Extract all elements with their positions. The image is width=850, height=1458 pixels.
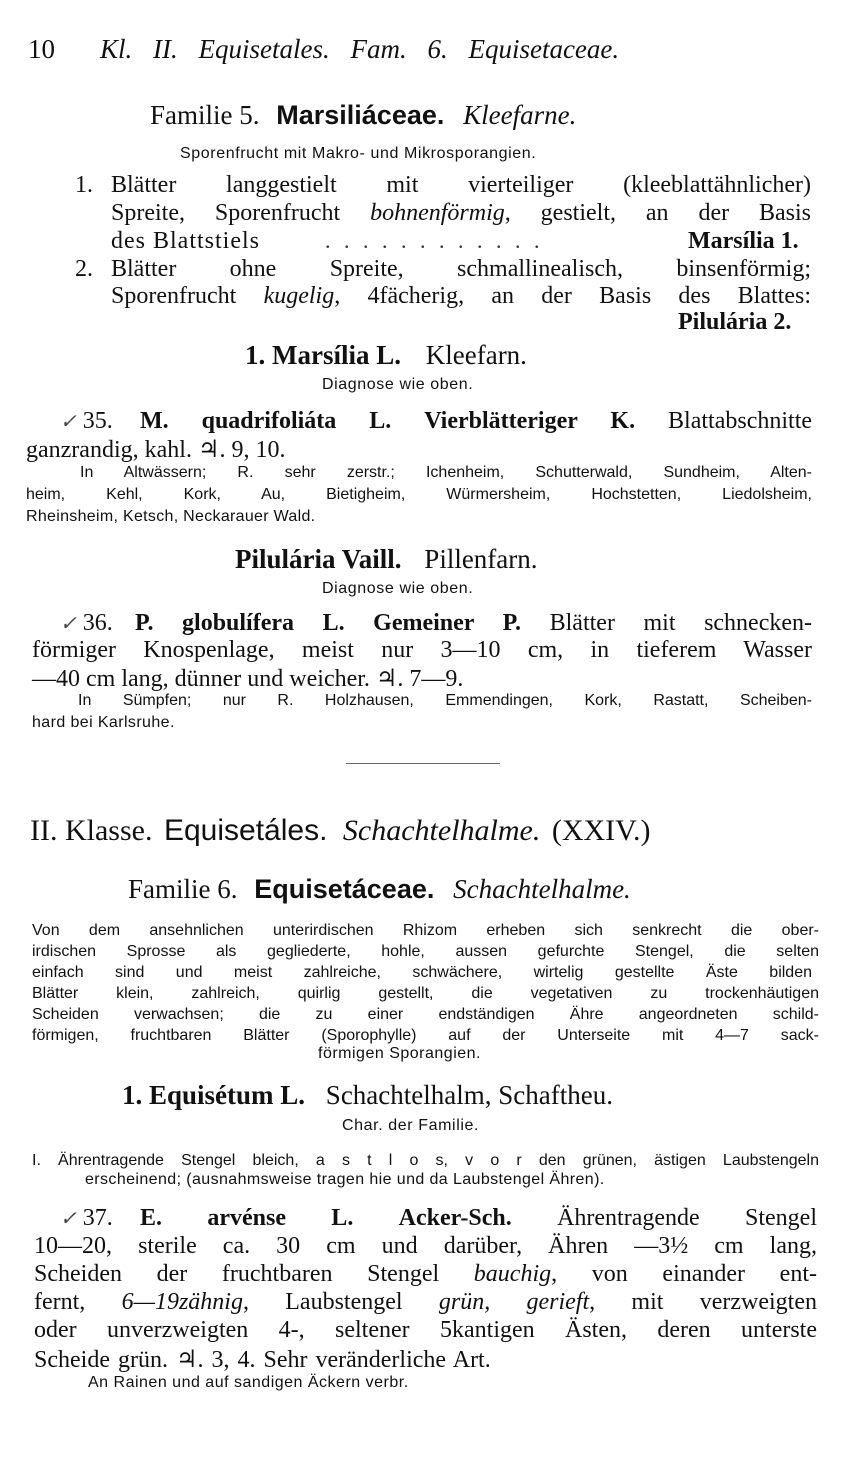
locality-line: hard bei Karlsruhe. <box>32 714 175 731</box>
species-emphasis: bauchig <box>473 1261 552 1287</box>
species-emphasis: 6—19zähnig <box>121 1289 243 1315</box>
key-text: Sporenfrucht <box>111 283 264 309</box>
species-desc: , von einander ent- <box>551 1261 817 1287</box>
species-desc: Ährentragende Stengel <box>557 1205 817 1231</box>
genus-name: Pilulária Vaill. <box>235 544 402 574</box>
species-number: 36. <box>82 610 113 636</box>
genus-common: Schachtelhalm, Schaftheu. <box>325 1080 613 1110</box>
key-line: Blätter ohne Spreite, schmallinealisch, binsenförmig; <box>111 256 811 282</box>
family6-common: Schachtelhalme. <box>453 874 631 904</box>
species-desc: Blattabschnitte <box>668 408 813 434</box>
key-line: erscheinend; (ausnahmsweise tragen hie und da Laubstengel Ähren). <box>85 1171 605 1188</box>
genus-name: 1. Marsília L. <box>245 340 401 370</box>
species-common: Acker-Sch. <box>398 1205 512 1231</box>
key-result: Marsília 1. <box>688 228 799 254</box>
key-leader-dots: . . . . . . . . . . . . <box>325 228 544 253</box>
class-heading <box>30 814 650 848</box>
family-desc-line: Von dem ansehnlichen unterirdischen Rhizom erheben sich senkrecht die ober- <box>32 922 819 939</box>
species-name: E. arvénse L. <box>140 1205 354 1231</box>
species-line: Scheide grün. ♃. 3, 4. Sehr veränderliche Art. <box>34 1347 491 1373</box>
family5-name: Marsiliáceae. <box>276 100 445 130</box>
family5-common: Kleefarne. <box>463 100 577 130</box>
species-desc: Scheiden der fruchtbaren Stengel <box>34 1261 474 1287</box>
species-desc: fernt, <box>34 1289 122 1315</box>
family6-name: Equisetáceae. <box>254 874 435 904</box>
checkmark-icon: ✓ <box>60 1208 77 1230</box>
key-text: , gestielt, an der Basis <box>504 200 812 226</box>
species-desc: Blätter mit schnecken- <box>549 610 813 636</box>
key-line: des Blattstiels <box>111 228 260 254</box>
family6-heading <box>128 874 631 905</box>
locality-line: In Altwässern; R. sehr zerstr.; Ichenheim, Schutterwald, Sundheim, Alten- <box>80 464 812 481</box>
family5-label: Familie 5. <box>150 100 260 130</box>
class-label: II. Klasse. <box>30 814 153 847</box>
species-name: P. globulífera L. <box>135 610 345 636</box>
species-line <box>140 408 812 435</box>
class-name: Equisetáles. <box>163 814 328 847</box>
genus-heading <box>245 340 527 371</box>
genus-common: Pillenfarn. <box>424 544 538 574</box>
species-entry <box>60 408 113 435</box>
key-emphasis: bohnenförmig <box>370 200 505 226</box>
species-emphasis: grün, gerieft <box>438 1289 590 1315</box>
char-note: Char. der Familie. <box>342 1117 480 1134</box>
species-line <box>135 610 812 637</box>
key-text: Spreite, Sporenfrucht <box>111 200 371 226</box>
checkmark-icon: ✓ <box>60 411 77 433</box>
genus-heading <box>122 1080 613 1111</box>
locality-line: heim, Kehl, Kork, Au, Bietigheim, Würmersheim, Hochstetten, Liedolsheim, <box>26 486 812 503</box>
class-roman: (XXIV.) <box>551 814 651 847</box>
key-line <box>111 200 811 227</box>
species-entry <box>60 1205 113 1232</box>
species-name: M. quadrifoliáta L. <box>140 408 392 434</box>
key-number: 2. <box>75 256 93 282</box>
family5-subtitle: Sporenfrucht mit Makro- und Mikrosporangien. <box>180 145 537 162</box>
species-line: 10—20, sterile ca. 30 cm und darüber, Ähren —3½ cm lang, <box>34 1233 817 1259</box>
species-common: Vierblätteriger K. <box>424 408 636 434</box>
species-line: ganzrandig, kahl. ♃. 9, 10. <box>26 437 286 463</box>
family-desc-line: irdischen Sprosse als gegliederte, hohle, aussen gefurchte Stengel, die selten <box>32 943 819 960</box>
species-entry <box>60 610 113 637</box>
key-line: Blätter langgestielt mit vierteiliger (kleeblattähnlicher) <box>111 172 811 198</box>
locality-line: Rheinsheim, Ketsch, Neckarauer Wald. <box>26 508 316 525</box>
family-desc-line: einfach sind und meist zahlreiche, schwächere, wirtelig gestellte Äste bilden <box>32 964 812 981</box>
species-common: Gemeiner P. <box>373 610 522 636</box>
family-desc-line: förmigen Sporangien. <box>318 1045 481 1062</box>
species-line: förmiger Knospenlage, meist nur 3—10 cm, in tieferem Wasser <box>32 637 812 663</box>
page-number: 10 <box>28 34 55 64</box>
family-desc-line: Scheiden verwachsen; die zu einer endständigen Ähre angeordneten schild- <box>32 1006 819 1023</box>
key-result: Pilulária 2. <box>678 309 792 335</box>
family5-heading <box>150 100 576 131</box>
key-line: I. Ährentragende Stengel bleich, a s t l o s, v o r den grünen, ästigen Laubstengeln <box>32 1152 819 1169</box>
species-line: oder unverzweigten 4-, seltener 5kantigen Ästen, deren unterste <box>34 1317 817 1343</box>
genus-common: Kleefarn. <box>425 340 527 370</box>
key-line <box>111 283 811 310</box>
locality-line: In Sümpfen; nur R. Holzhausen, Emmendingen, Kork, Rastatt, Scheiben- <box>78 692 812 709</box>
species-desc: , mit verzweigten <box>589 1289 817 1315</box>
family-desc-line: förmigen, fruchtbaren Blätter (Sporophylle) auf der Unterseite mit 4—7 sack- <box>32 1027 819 1044</box>
species-line <box>34 1289 817 1316</box>
genus-name: 1. Equisétum L. <box>122 1080 306 1110</box>
species-line <box>34 1261 817 1288</box>
species-line <box>140 1205 817 1232</box>
family6-label: Familie 6. <box>128 874 238 904</box>
family-desc-line: Blätter klein, zahlreich, quirlig gestellt, die vegetativen zu trockenhäutigen <box>32 985 819 1002</box>
species-number: 35. <box>82 408 113 434</box>
class-common: Schachtelhalme. <box>342 814 541 847</box>
section-divider <box>346 763 500 764</box>
checkmark-icon: ✓ <box>60 613 77 635</box>
species-line: —40 cm lang, dünner und weicher. ♃. 7—9. <box>32 666 464 692</box>
species-desc: , Laubstengel <box>242 1289 439 1315</box>
key-number: 1. <box>75 172 93 198</box>
species-number: 37. <box>82 1205 113 1231</box>
key-text: , 4fächerig, an der Basis des Blattes: <box>334 283 812 309</box>
diagnose-note: Diagnose wie oben. <box>322 376 474 393</box>
locality-line: An Rainen und auf sandigen Äckern verbr. <box>88 1374 409 1391</box>
genus-heading <box>235 544 538 575</box>
diagnose-note: Diagnose wie oben. <box>322 580 474 597</box>
running-title: Kl. II. Equisetales. Fam. 6. Equisetaceae. <box>100 34 620 64</box>
key-emphasis: kugelig <box>263 283 335 309</box>
